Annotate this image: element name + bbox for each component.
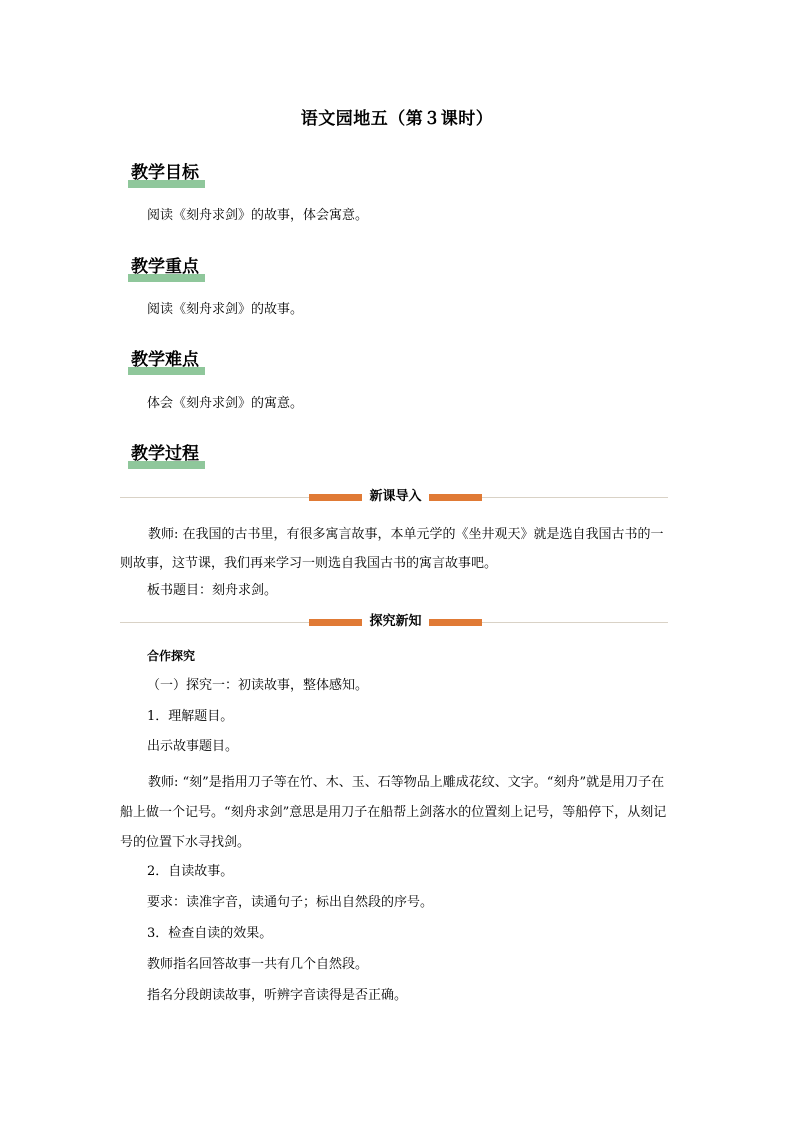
banner-intro [120,487,668,507]
item-1-sub: 出示故事题目。 [147,739,239,754]
heading-difficulties: 教学难点 [128,349,205,373]
heading-process: 教学过程 [128,443,205,467]
heading-key-points: 教学重点 [128,256,205,280]
teacher-paragraph-2: 教师: “刻”是指用刀子等在竹、木、玉、石等物品上雕成花纹、文字。“刻舟”就是用刀子在船上做一个记号。“刻舟求剑”意思是用刀子在船帮上剑落水的位置刻上记号，等船停下，从刻记号的位置下水寻找剑。 [120,775,667,850]
board-title: 板书题目：刻舟求剑。 [147,583,278,598]
banner-bar-right [429,619,482,626]
banner-label: 探究新知 [362,612,429,632]
intro-teacher-paragraph: 教师: 在我国的古书里，有很多寓言故事，本单元学的《坐井观天》就是选自我国古书的一则故事，这节课，我们再来学习一则选自我国古书的寓言故事吧。 [120,527,664,571]
coop-label: 合作探究 [147,649,196,663]
item-1: 1．理解题目。 [147,709,234,724]
key-points-text: 阅读《刻舟求剑》的故事。 [147,302,304,317]
difficulties-text: 体会《刻舟求剑》的寓意。 [147,396,304,411]
banner-bar-right [429,494,482,501]
banner-explore [120,612,668,632]
item-3-sub-1: 教师指名回答故事一共有几个自然段。 [147,957,369,972]
banner-label: 新课导入 [362,487,429,507]
item-2-sub: 要求：读准字音，读通句子；标出自然段的序号。 [147,895,434,910]
item-3: 3．检查自读的效果。 [147,926,273,941]
item-2: 2．自读故事。 [147,864,234,879]
heading-goals: 教学目标 [128,162,205,186]
banner-bar-left [309,619,362,626]
goals-text: 阅读《刻舟求剑》的故事，体会寓意。 [147,208,369,223]
step-one: （一）探究一：初读故事，整体感知。 [147,678,369,693]
page-title: 语文园地五（第３课时） [300,109,494,129]
item-3-sub-2: 指名分段朗读故事，听辨字音读得是否正确。 [147,988,408,1003]
banner-bar-left [309,494,362,501]
